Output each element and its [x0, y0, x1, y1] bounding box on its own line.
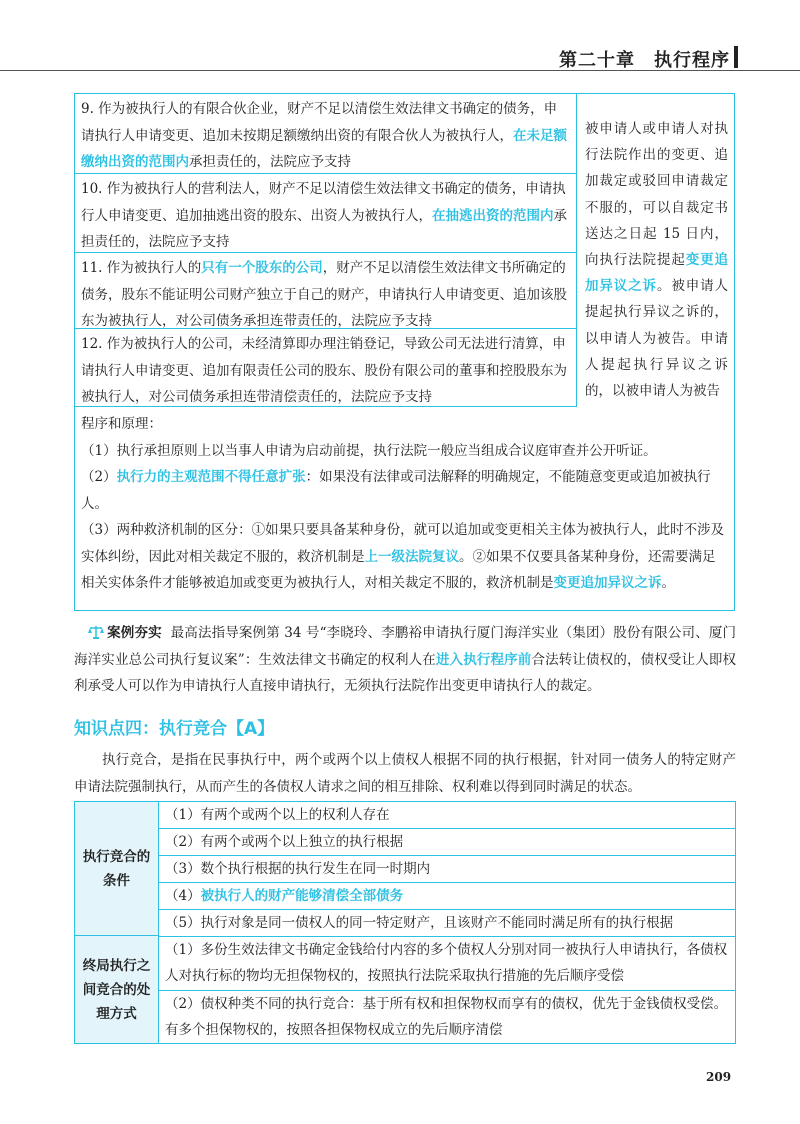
principle-3: （3）两种救济机制的区分：①如果只要具备某种身份，就可以追加或变更相关主体为被执行人，此时不涉及实体纠纷，因此对相关裁定不服的，救济机制是上一级法院复议。②如果不仅要具备某种身份，还需要满足相关实体条件才能够被追加或变更为被执行人，对相关裁定不服的，救济机制是变更追加异议之诉。 — [81, 522, 725, 591]
list-item: （5）执行对象是同一债权人的同一特定财产，且该财产不能同时满足所有的执行根据 — [159, 910, 735, 937]
execution-competition-table — [74, 801, 736, 1044]
list-item: （1）多份生效法律文书确定金钱给付内容的多个债权人分别对同一被执行人申请执行，各债权人对执行标的物均无担保物权的，按照执行法院采取执行措施的先后顺序受偿 — [159, 937, 735, 991]
page-header — [0, 44, 800, 71]
list-item: （2）有两个或两个以上独立的执行根据 — [159, 829, 735, 856]
list-item: （1）有两个或两个以上的权利人存在 — [159, 802, 735, 829]
remedy-note: 被申请人或申请人对执行法院作出的变更、追加裁定或驳回申请裁定不服的，可以自裁定书送达之日起 15 日内，向执行法院提起变更追加异议之诉。被申请人提起执行异议之诉的，以申请人为被告。申请人提起执行异议之诉的，以被申请人为被告 — [585, 121, 729, 400]
chapter-title: 第二十章 执行程序 — [559, 50, 730, 71]
table-row: 12. 作为被执行人的公司，未经清算即办理注销登记，导致公司无法进行清算，申请执行人申请变更、追加有限责任公司的股东、股份有限公司的董事和控股股东为被执行人，对公司债务承担连带清偿责任的，法院应予支持 — [75, 329, 577, 407]
scale-icon — [88, 625, 104, 639]
section-intro: 执行竞合，是指在民事执行中，两个或两个以上债权人根据不同的执行根据，针对同一债务人的特定财产申请法院强制执行，从而产生的各债权人请求之间的相互排除、权利难以得到同时满足的状态。 — [74, 752, 736, 795]
list-item: （2）债权种类不同的执行竞合：基于所有权和担保物权而享有的债权，优先于金钱债权受偿。有多个担保物权的，按照各担保物权成立的先后顺序清偿 — [165, 996, 728, 1038]
section-heading: 知识点四：执行竞合【A】 — [74, 719, 275, 739]
table-row: 11. 作为被执行人的只有一个股东的公司，财产不足以清偿生效法律文书所确定的债务，股东不能证明公司财产独立于自己的财产，申请执行人申请变更、追加该股东为被执行人，对公司债务承担连带责任的，法院应予支持 — [75, 253, 577, 329]
list-item: （3）数个执行根据的执行发生在同一时期内 — [159, 856, 735, 883]
principle-1: （1）执行承担原则上以当事人申请为启动前提，执行法院一般应当组成合议庭审查并公开听证。 — [81, 442, 657, 459]
principle-2: （2）执行力的主观范围不得任意扩张：如果没有法律或司法解释的明确规定，不能随意变更或追加被执行人。 — [81, 469, 711, 512]
page-number: 209 — [706, 1070, 732, 1084]
principles-title: 程序和原理： — [81, 416, 162, 432]
table-row: 10. 作为被执行人的营利法人，财产不足以清偿生效法律文书确定的债务，申请执行人申请变更、追加抽逃出资的股东、出资人为被执行人，在抽逃出资的范围内承担责任的，法院应予支持 — [75, 174, 577, 253]
execution-change-table — [74, 93, 735, 611]
principles-section — [75, 407, 734, 597]
list-item: （4）被执行人的财产能够清偿全部债务 — [159, 883, 735, 910]
row-head-handling: 终局执行之间竞合的处理方式 — [75, 936, 159, 1043]
case-label: 案例夯实 — [107, 625, 162, 641]
case-study: 案例夯实 最高法指导案例第 34 号“李晓玲、李鹏裕申请执行厦门海洋实业（集团）股份有限公司、厦门海洋实业总公司执行复议案”：生效法律文书确定的权利人在进入执行程序前合法转让债权的，债权受让人即权利承受人可以作为申请执行人直接申请执行，无须执行法院作出变更申请执行人的裁定。 — [74, 625, 737, 694]
row-head-conditions: 执行竞合的条件 — [75, 802, 159, 936]
header-bar — [734, 46, 738, 68]
table-row: 9. 作为被执行人的有限合伙企业，财产不足以清偿生效法律文书确定的债务，申请执行人申请变更、追加未按期足额缴纳出资的有限合伙人为被执行人，在未足额缴纳出资的范围内承担责任的，法院应予支持 — [75, 94, 577, 174]
